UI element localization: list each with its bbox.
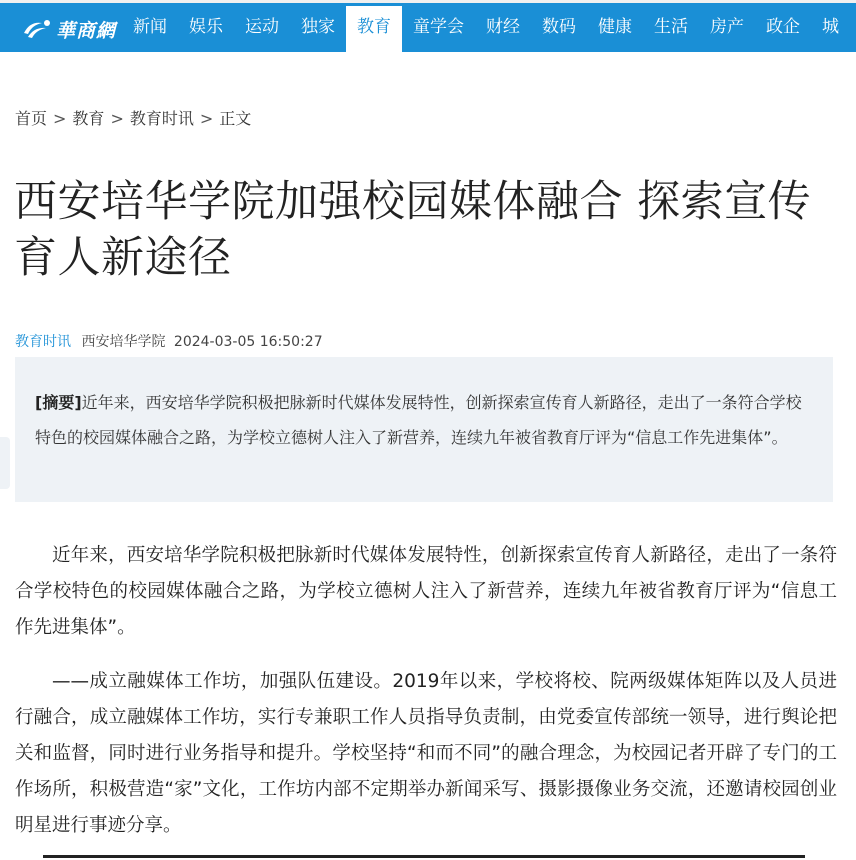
nav-item-4[interactable]: 教育 xyxy=(346,6,402,52)
logo-wave-icon xyxy=(22,17,52,41)
article-category-link[interactable]: 教育时讯 xyxy=(15,334,71,350)
summary-text: 近年来，西安培华学院积极把脉新时代媒体发展特性，创新探索宣传育人新路径，走出了一条符合学校特色的校园媒体融合之路，为学校立德树人注入了新营养，连续九年被省教育厅评为“信息工作先进集体”。 xyxy=(35,393,802,447)
article-datetime: 2024-03-05 16:50:27 xyxy=(173,334,323,350)
nav-item-6[interactable]: 财经 xyxy=(486,17,520,37)
article-body xyxy=(15,538,837,860)
site-logo[interactable] xyxy=(22,15,116,43)
breadcrumb-item-1[interactable]: 教育 xyxy=(72,109,105,128)
nav-item-10[interactable]: 房产 xyxy=(710,17,744,37)
main-nav xyxy=(122,3,850,52)
breadcrumb xyxy=(15,106,251,129)
nav-item-2[interactable]: 运动 xyxy=(245,17,279,37)
nav-item-1[interactable]: 娱乐 xyxy=(189,17,223,37)
nav-item-9[interactable]: 生活 xyxy=(654,17,688,37)
logo-text: 華商網 xyxy=(56,19,117,42)
nav-item-5[interactable]: 童学会 xyxy=(413,17,464,37)
article-source: 西安培华学院 xyxy=(81,334,166,350)
article-paragraph: 近年来，西安培华学院积极把脉新时代媒体发展特性，创新探索宣传育人新路径，走出了一条符合学校特色的校园媒体融合之路，为学校立德树人注入了新营养，连续九年被省教育厅评为“信息工作先进集体”。 xyxy=(15,545,837,638)
breadcrumb-item-3: 正文 xyxy=(219,109,252,128)
article-title: 西安培华学院加强校园媒体融合 探索宣传育人新途径 xyxy=(14,177,812,283)
nav-item-0[interactable]: 新闻 xyxy=(133,17,167,37)
breadcrumb-separator: > xyxy=(53,109,67,128)
nav-item-11[interactable]: 政企 xyxy=(766,17,800,37)
nav-item-12[interactable]: 城 xyxy=(822,17,839,37)
summary-tag: [摘要] xyxy=(35,393,82,412)
top-nav-bar xyxy=(0,0,856,52)
breadcrumb-separator: > xyxy=(110,109,124,128)
article-paragraph: ——成立融媒体工作坊，加强队伍建设。2019年以来，学校将校、院两级媒体矩阵以及人员进行融合，成立融媒体工作坊，实行专兼职工作人员指导负责制，由党委宣传部统一领导，进行舆论把关和监督，同时进行业务指导和提升。学校坚持“和而不同”的融合理念，为校园记者开辟了专门的工作场所，积极营造“家”文化，工作坊内部不定期举办新闻采写、摄影摄像业务交流，还邀请校园创业明星进行事迹分享。 xyxy=(15,671,837,836)
nav-item-3[interactable]: 独家 xyxy=(301,17,335,37)
breadcrumb-item-0[interactable]: 首页 xyxy=(15,109,48,128)
article-meta xyxy=(15,331,323,351)
nav-item-7[interactable]: 数码 xyxy=(542,17,576,37)
side-float-tab[interactable] xyxy=(0,437,10,489)
article-summary xyxy=(15,357,833,502)
breadcrumb-item-2[interactable]: 教育时讯 xyxy=(129,109,194,128)
content-divider xyxy=(43,855,805,858)
breadcrumb-separator: > xyxy=(199,109,214,128)
nav-item-8[interactable]: 健康 xyxy=(598,17,632,37)
